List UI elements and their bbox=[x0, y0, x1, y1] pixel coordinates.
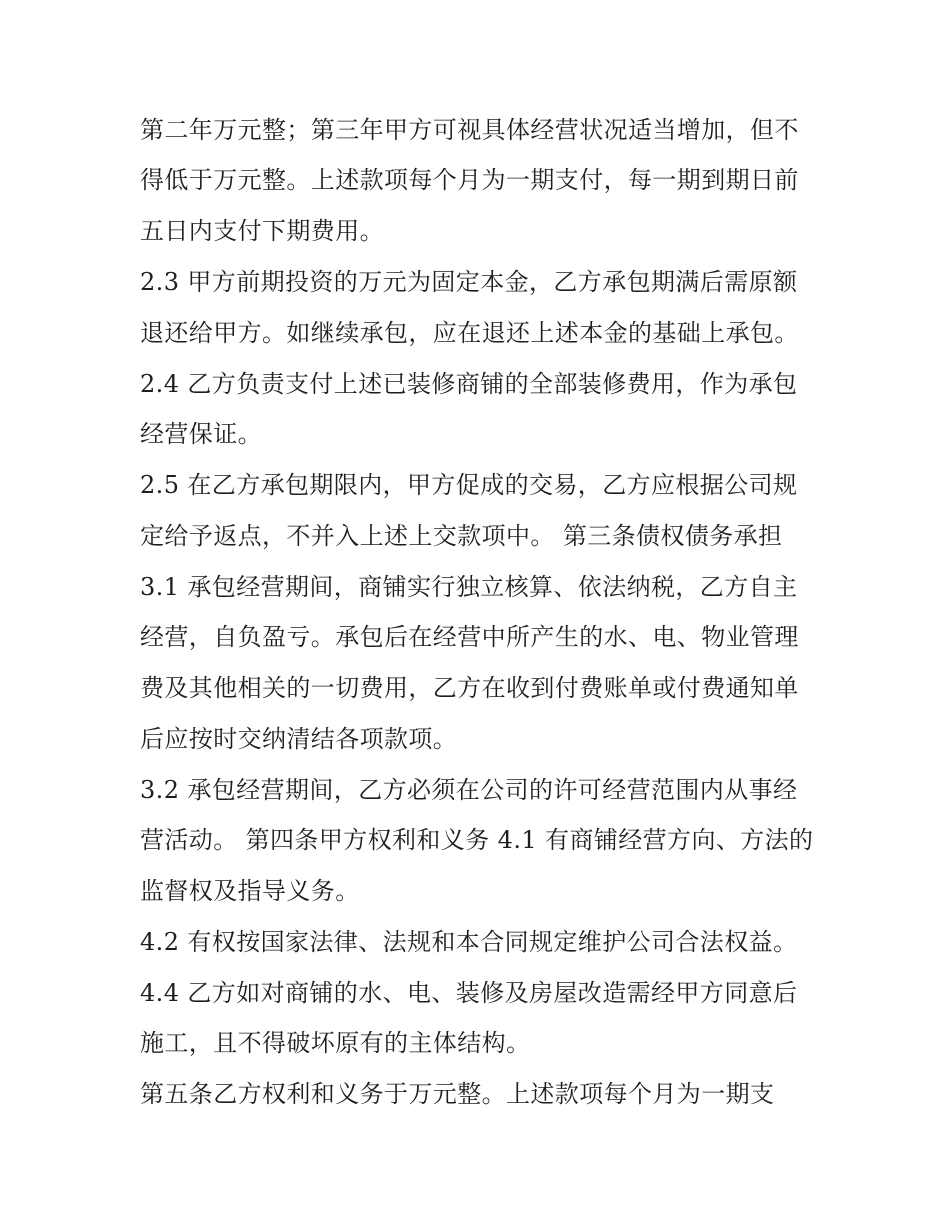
text-line-18: 4.4 乙方如对商铺的水、电、装修及房屋改造需经甲方同意后 bbox=[140, 979, 798, 1007]
text-line-14: 3.2 承包经营期间，乙方必须在公司的许可经营范围内从事经 bbox=[140, 776, 798, 804]
text-line-6: 2.4 乙方负责支付上述已装修商铺的全部装修费用，作为承包 bbox=[140, 370, 798, 398]
text-line-11: 经营，自负盈亏。承包后在经营中所产生的水、电、物业管理 bbox=[140, 623, 799, 651]
text-line-20: 第五条乙方权利和义务于万元整。上述款项每个月为一期支 bbox=[140, 1080, 775, 1108]
text-line-17: 4.2 有权按国家法律、法规和本合同规定维护公司合法权益。 bbox=[140, 928, 798, 956]
text-line-12: 费及其他相关的一切费用，乙方在收到付费账单或付费通知单 bbox=[140, 674, 799, 702]
text-line-9: 定给予返点，不并入上述上交款项中。 第三条债权债务承担 bbox=[140, 522, 783, 550]
text-line-15: 营活动。 第四条甲方权利和义务 4.1 有商铺经营方向、方法的 bbox=[140, 826, 814, 854]
text-line-13: 后应按时交纳清结各项款项。 bbox=[140, 725, 458, 753]
text-line-2: 得低于万元整。上述款项每个月为一期支付，每一期到期日前 bbox=[140, 166, 799, 194]
text-line-5: 退还给甲方。如继续承包，应在退还上述本金的基础上承包。 bbox=[140, 319, 799, 347]
text-line-4: 2.3 甲方前期投资的万元为固定本金，乙方承包期满后需原额 bbox=[140, 268, 798, 296]
text-line-16: 监督权及指导义务。 bbox=[140, 877, 360, 905]
text-line-1: 第二年万元整；第三年甲方可视具体经营状况适当增加，但不 bbox=[140, 116, 799, 144]
text-line-8: 2.5 在乙方承包期限内，甲方促成的交易，乙方应根据公司规 bbox=[140, 471, 798, 499]
text-line-19: 施工，且不得破坏原有的主体结构。 bbox=[140, 1029, 531, 1057]
text-line-3: 五日内支付下期费用。 bbox=[140, 217, 384, 245]
text-line-7: 经营保证。 bbox=[140, 420, 262, 448]
text-line-10: 3.1 承包经营期间，商铺实行独立核算、依法纳税，乙方自主 bbox=[140, 573, 798, 601]
